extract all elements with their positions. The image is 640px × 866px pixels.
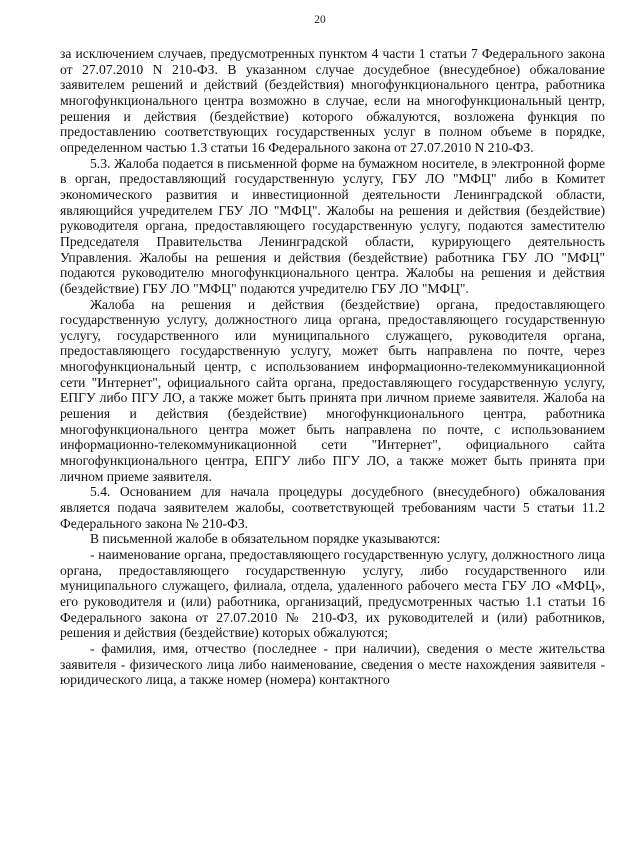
paragraph-required-fields-intro: В письменной жалобе в обязательном порядке указываются: xyxy=(90,531,441,547)
paragraph-5-3: 5.3. Жалоба подается в письменной форме на бумажном носителе, в электронной форме в орган, предоставляющий государственную услугу, ГБУ ЛО "МФЦ" либо в Комитет экономического развития и инвестиционной деятельности Ленинградской области, являющийся учредителем ГБУ ЛО "МФЦ". Жалобы на решения и действия (бездействие) руководителя органа, предоставляющего государственную услугу, подаются заместителю Председателя Правительства Ленинградской области, курирующего деятельность Управления. Жалобы на решения и действия (бездействие) работника ГБУ ЛО "МФЦ" подаются руководителю многофункционального центра. Жалобы на решения и действия (бездействие) ГБУ ЛО "МФЦ" подаются учредителю ГБУ ЛО "МФЦ". xyxy=(60,155,605,296)
paragraph-5-4: 5.4. Основанием для начала процедуры досудебного (внесудебного) обжалования является подача заявителем жалобы, соответствующей требованиям части 5 статьи 11.2 Федерального закона № 210-ФЗ. xyxy=(60,484,605,531)
list-item-organ-name: - наименование органа, предоставляющего государственную услугу, должностного лица органа, предоставляющего государственную услугу, либо государственного или муниципального служащего, филиала, отдела, удаленного рабочего места ГБУ ЛО «МФЦ», его руководителя и (или) работника, организаций, предусмотренных частью 1.1 статьи 16 Федерального закона от 27.07.2010 № 210-ФЗ, их руководителей и (или) работников, решения и действия (бездействие) которых обжалуются; xyxy=(60,547,605,641)
list-item-applicant-name: - фамилия, имя, отчество (последнее - при наличии), сведения о месте жительства заявителя - физического лица либо наименование, сведения о месте нахождения заявителя - юридического лица, а также номер (номера) контактного xyxy=(60,640,605,688)
page-number: 20 xyxy=(314,14,326,26)
paragraph-continuation: за исключением случаев, предусмотренных пунктом 4 части 1 статьи 7 Федерального закона от 27.07.2010 N 210-ФЗ. В указанном случае досудебное (внесудебное) обжалование заявителем решений и действий (бездействия) многофункционального центра, работника многофункционального центра возможно в случае, если на многофункциональный центр, решения и действия (бездействие) которого обжалуются, возложена функция по предоставлению соответствующих государственных услуг в полном объеме в порядке, определенном частью 1.3 статьи 16 Федерального закона от 27.07.2010 N 210-ФЗ. xyxy=(60,46,605,155)
document-body xyxy=(60,46,605,688)
paragraph-complaint-channels: Жалоба на решения и действия (бездействие) органа, предоставляющего государственную услугу, должностного лица органа, предоставляющего государственную услугу, государственного или муниципального служащего, руководителя органа, предоставляющего государственную услугу, может быть направлена по почте, через многофункциональный центр, с использованием информационно-телекоммуникационной сети "Интернет", официального сайта органа, предоставляющего государственную услугу, ЕПГУ либо ПГУ ЛО, а также может быть принята при личном приеме заявителя. Жалоба на решения и действия (бездействие) многофункционального центра, работника многофункционального центра может быть направлена по почте, с использованием информационно-телекоммуникационной сети "Интернет", официального сайта многофункционального центра, ЕПГУ либо ПГУ ЛО, а также может быть принята при личном приеме заявителя. xyxy=(60,296,605,484)
